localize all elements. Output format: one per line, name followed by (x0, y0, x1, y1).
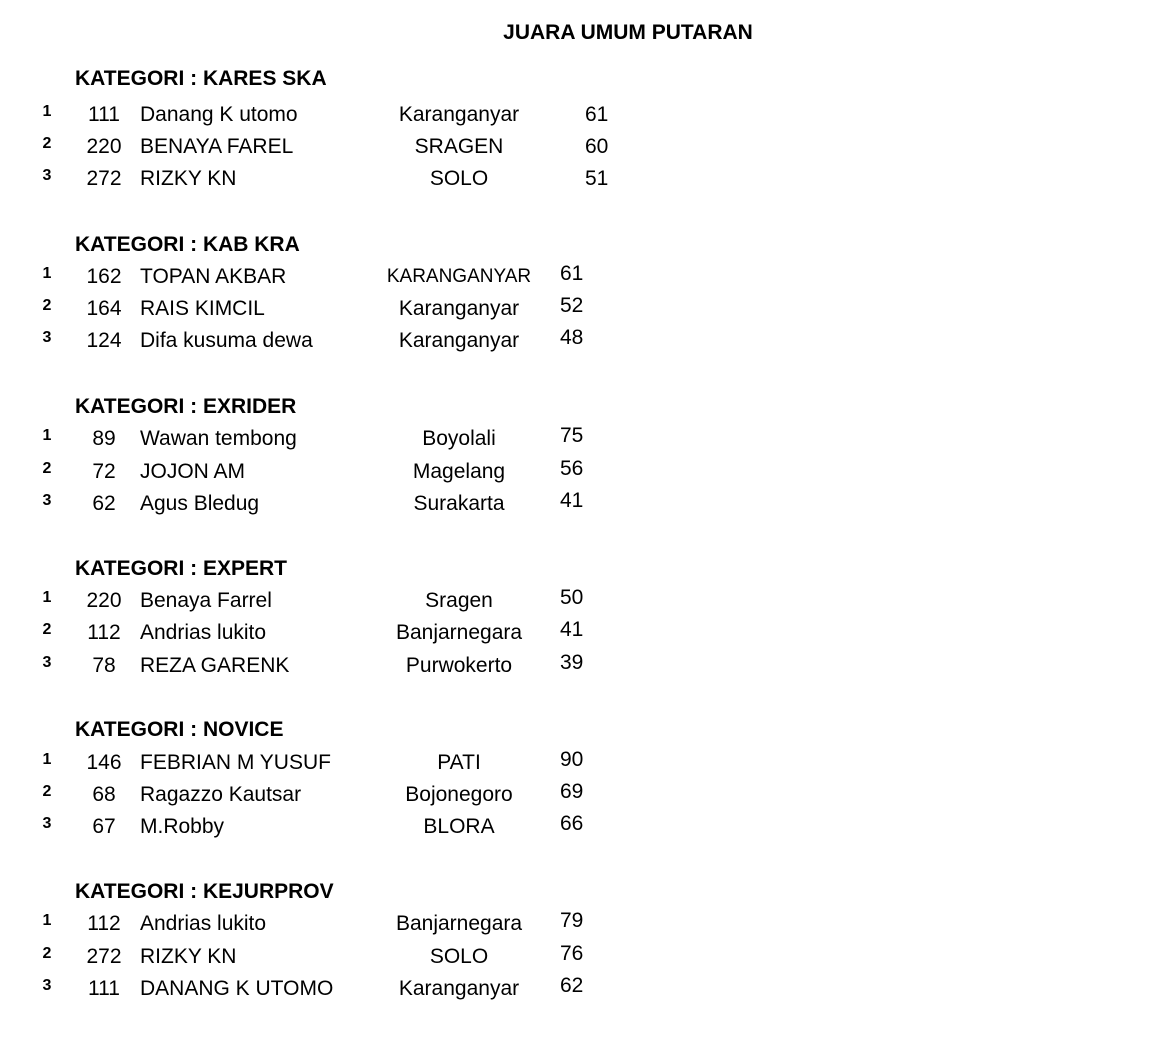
table-row (0, 750, 700, 782)
rider-city: Karanganyar (398, 297, 520, 320)
category-title: KATEGORI : KARES SKA (75, 67, 327, 90)
rider-number: 220 (86, 589, 122, 612)
rank: 1 (42, 103, 52, 120)
rider-number: 272 (86, 167, 122, 190)
rank: 3 (42, 492, 52, 509)
rider-score: 90 (560, 748, 584, 771)
rider-score: 50 (560, 586, 584, 609)
table-row (0, 296, 700, 328)
rider-city: SOLO (429, 167, 489, 190)
table-row (0, 653, 700, 685)
rider-name: Agus Bledug (140, 492, 260, 515)
rider-city: Karanganyar (398, 977, 520, 1000)
rider-name: REZA GARENK (140, 654, 290, 677)
rider-score: 56 (560, 457, 584, 480)
rider-score: 75 (560, 424, 584, 447)
rider-score: 76 (560, 942, 584, 965)
rider-number: 272 (86, 945, 122, 968)
category-title: KATEGORI : EXPERT (75, 557, 287, 580)
rider-number: 112 (87, 912, 121, 935)
category-title: KATEGORI : KEJURPROV (75, 880, 334, 903)
rider-score: 62 (560, 974, 584, 997)
table-row (0, 134, 700, 166)
table-row (0, 426, 700, 458)
rider-city: Purwokerto (405, 654, 513, 677)
rider-number: 220 (86, 135, 122, 158)
table-row (0, 782, 700, 814)
rank: 2 (42, 297, 52, 314)
rider-score: 66 (560, 812, 584, 835)
rider-number: 62 (92, 492, 116, 515)
rider-name: Danang K utomo (140, 103, 298, 126)
rank: 2 (42, 460, 52, 477)
rank: 1 (42, 265, 52, 282)
page-title: JUARA UMUM PUTARAN (503, 21, 753, 44)
rider-name: Ragazzo Kautsar (140, 783, 302, 806)
rider-name: Wawan tembong (140, 427, 297, 450)
rider-number: 146 (86, 751, 122, 774)
rank: 2 (42, 945, 52, 962)
rider-name: Andrias lukito (140, 621, 267, 644)
rank: 3 (42, 977, 52, 994)
rider-city: Karanganyar (398, 329, 520, 352)
rank: 1 (42, 589, 52, 606)
rider-city: Banjarnegara (395, 621, 523, 644)
table-row (0, 459, 700, 491)
rider-name: Difa kusuma dewa (140, 329, 313, 352)
rider-score: 39 (560, 651, 584, 674)
table-row (0, 620, 700, 652)
rider-score: 69 (560, 780, 584, 803)
rank: 3 (42, 329, 52, 346)
rider-number: 78 (92, 654, 116, 677)
rider-number: 111 (88, 977, 120, 1000)
rider-score: 41 (560, 618, 584, 641)
rank: 2 (42, 783, 52, 800)
category-title: KATEGORI : KAB KRA (75, 233, 300, 256)
rider-number: 89 (92, 427, 116, 450)
table-row (0, 911, 700, 943)
rider-city: Bojonegoro (405, 783, 513, 806)
table-row (0, 328, 700, 360)
rank: 3 (42, 654, 52, 671)
rider-number: 162 (86, 265, 122, 288)
rider-name: RIZKY KN (140, 945, 237, 968)
rider-city: SOLO (429, 945, 489, 968)
rider-number: 67 (92, 815, 116, 838)
rider-name: Andrias lukito (140, 912, 267, 935)
rider-city: SRAGEN (414, 135, 504, 158)
rank: 1 (42, 751, 52, 768)
rider-score: 60 (585, 135, 609, 158)
table-row (0, 814, 700, 846)
rider-number: 68 (92, 783, 116, 806)
rider-city: Magelang (412, 460, 506, 483)
rider-score: 79 (560, 909, 584, 932)
rider-number: 124 (86, 329, 122, 352)
rider-score: 41 (560, 489, 584, 512)
rider-city: Boyolali (422, 427, 496, 450)
table-row (0, 588, 700, 620)
rank: 1 (42, 427, 52, 444)
rider-score: 52 (560, 294, 584, 317)
rider-name: JOJON AM (140, 460, 246, 483)
table-row (0, 102, 700, 134)
category-title: KATEGORI : NOVICE (75, 718, 284, 741)
rider-city: Banjarnegara (395, 912, 523, 935)
rider-number: 72 (92, 460, 116, 483)
rider-name: RAIS KIMCIL (140, 297, 265, 320)
rider-number: 112 (87, 621, 121, 644)
rider-number: 164 (86, 297, 122, 320)
rider-number: 111 (88, 103, 120, 126)
table-row (0, 166, 700, 198)
table-row (0, 264, 700, 296)
category-title: KATEGORI : EXRIDER (75, 395, 297, 418)
rider-score: 48 (560, 326, 584, 349)
rider-city: Sragen (425, 589, 493, 612)
rider-name: M.Robby (140, 815, 225, 838)
rider-name: BENAYA FAREL (140, 135, 294, 158)
table-row (0, 976, 700, 1008)
rider-score: 61 (585, 103, 609, 126)
rider-city: KARANGANYAR (386, 266, 532, 287)
table-row (0, 944, 700, 976)
table-row (0, 491, 700, 523)
rider-name: Benaya Farrel (140, 589, 272, 612)
rider-score: 51 (585, 167, 609, 190)
rider-name: RIZKY KN (140, 167, 237, 190)
rider-name: FEBRIAN M YUSUF (140, 751, 331, 774)
rider-city: Surakarta (413, 492, 505, 515)
rank: 2 (42, 135, 52, 152)
rank: 1 (42, 912, 52, 929)
rank: 3 (42, 167, 52, 184)
rider-score: 61 (560, 262, 584, 285)
rider-name: DANANG K UTOMO (140, 977, 334, 1000)
rider-city: Karanganyar (398, 103, 520, 126)
rider-name: TOPAN AKBAR (140, 265, 287, 288)
rider-city: PATI (437, 751, 481, 774)
rider-city: BLORA (423, 815, 495, 838)
rank: 3 (42, 815, 52, 832)
rank: 2 (42, 621, 52, 638)
